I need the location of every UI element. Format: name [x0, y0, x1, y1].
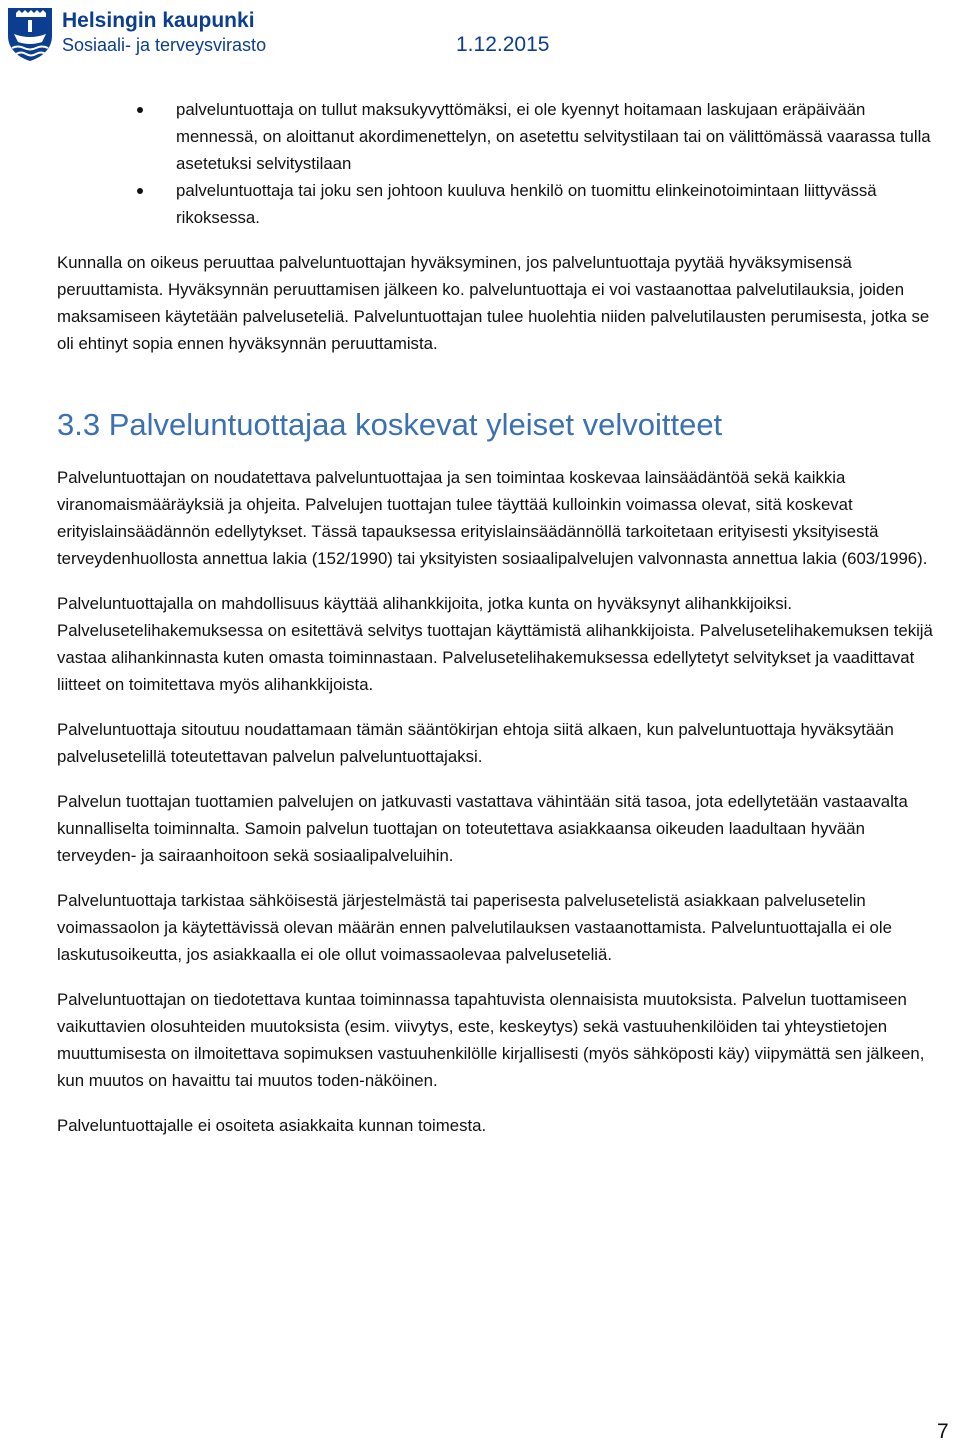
organization-department: Sosiaali- ja terveysvirasto [62, 35, 267, 55]
organization-name: Helsingin kaupunki [62, 9, 255, 32]
paragraph: Palveluntuottajalla on mahdollisuus käyttää alihankkijoita, jotka kunta on hyväksynyt alihankkijoiksi. Palvelusetelihakemuksessa on esitettävä selvitys tuottajan käyttämistä alihankkijoista. Palvelusetelihakemuksen tekijä vastaa alihankinnasta kuten omasta toiminnastaan. Palvelusetelihakemuksessa edellytetyt selvitykset ja vaadittavat liitteet on toimitettava myös alihankkijoista. [57, 594, 933, 694]
list-item-text: palveluntuottaja tai joku sen johtoon kuuluva henkilö on tuomittu elinkeinotoimintaan liittyvässä rikoksessa. [176, 181, 877, 227]
paragraph: Palveluntuottajalle ei osoiteta asiakkaita kunnan toimesta. [57, 1116, 487, 1135]
bullet-list [57, 96, 935, 231]
paragraph: Palveluntuottajan on noudatettava palveluntuottajaa ja sen toimintaa koskevaa lainsäädäntöä sekä kaikkia viranomaismääräyksiä ja ohjeita. Palvelujen tuottajan tulee täyttää kulloinkin voimassa olevat, sitä koskevat erityislainsäädännön edellytykset. Tässä tapauksessa erityislainsäädännöllä tarkoitetaan erityisesti yksityisestä terveydenhuollosta annettua lakia (152/1990) tai yksityisten sosiaalipalvelujen valvonnasta annettua lakia (603/1996). [57, 468, 928, 568]
paragraph-withdrawal: Kunnalla on oikeus peruuttaa palveluntuottajan hyväksyminen, jos palveluntuottaja pyytää hyväksymisensä peruuttamista. Hyväksynnän peruuttamisen jälkeen ko. palveluntuottaja ei voi vastaanottaa palvelutilauksia, joiden maksamiseen käytetään palveluseteliä. Palveluntuottajan tulee huolehtia niiden palvelutilausten perumisesta, jotka se oli ehtinyt sopia ennen hyväksynnän peruuttamista. [57, 253, 930, 353]
document-date: 1.12.2015 [456, 33, 550, 56]
list-item [57, 96, 935, 177]
paragraph: Palveluntuottaja sitoutuu noudattamaan tämän sääntökirjan ehtoja siitä alkaen, kun palveluntuottaja hyväksytään palvelusetelillä toteutettavan palvelun palveluntuottajaksi. [57, 720, 894, 766]
page-number: 7 [937, 1420, 949, 1443]
document-body [57, 96, 935, 1139]
section-heading: 3.3 Palveluntuottajaa koskevat yleiset velvoitteet [57, 407, 723, 442]
paragraph: Palvelun tuottajan tuottamien palvelujen on jatkuvasti vastattava vähintään sitä tasoa, jota edellytetään vastaavalta kunnalliselta toiminnalta. Samoin palvelun tuottajan on toteutettava asiakkaansa oikeuden laadultaan hyvään terveyden- ja sairaanhoitoon sekä sosiaalipalveluihin. [57, 792, 908, 865]
helsinki-crest-icon [6, 6, 54, 62]
bullet-dot-icon [137, 107, 143, 113]
list-item-text: palveluntuottaja on tullut maksukyvyttömäksi, ei ole kyennyt hoitamaan laskujaan eräpäivään mennessä, on aloittanut akordimenettelyn, on asetettu selvitystilaan tai on välittömässä vaarassa tulla asetetuksi selvitystilaan [176, 100, 931, 173]
organization-block [62, 8, 266, 56]
paragraph: Palveluntuottaja tarkistaa sähköisestä järjestelmästä tai paperisesta palvelusetelistä asiakkaan palvelusetelin voimassaolon ja käytettävissä olevan määrän ennen palvelutilauksen vastaanottamista. Palveluntuottajalla ei ole laskutusoikeutta, jos asiakkaalla ei ole ollut voimassaolevaa palveluseteliä. [57, 891, 892, 964]
list-item [57, 177, 935, 231]
paragraph: Palveluntuottajan on tiedotettava kuntaa toiminnassa tapahtuvista olennaisista muutoksista. Palvelun tuottamiseen vaikuttavien olosuhteiden muutoksista (esim. viivytys, este, keskeytys) sekä vastuuhenkilöiden tai yhteystietojen muuttumisesta on ilmoitettava sopimuksen vastuuhenkilölle kirjallisesti (myös sähköposti käy) viipymättä sen jälkeen, kun muutos on havaittu tai muutos toden-näköinen. [57, 990, 925, 1090]
bullet-dot-icon [137, 188, 143, 194]
page-header [0, 0, 960, 70]
